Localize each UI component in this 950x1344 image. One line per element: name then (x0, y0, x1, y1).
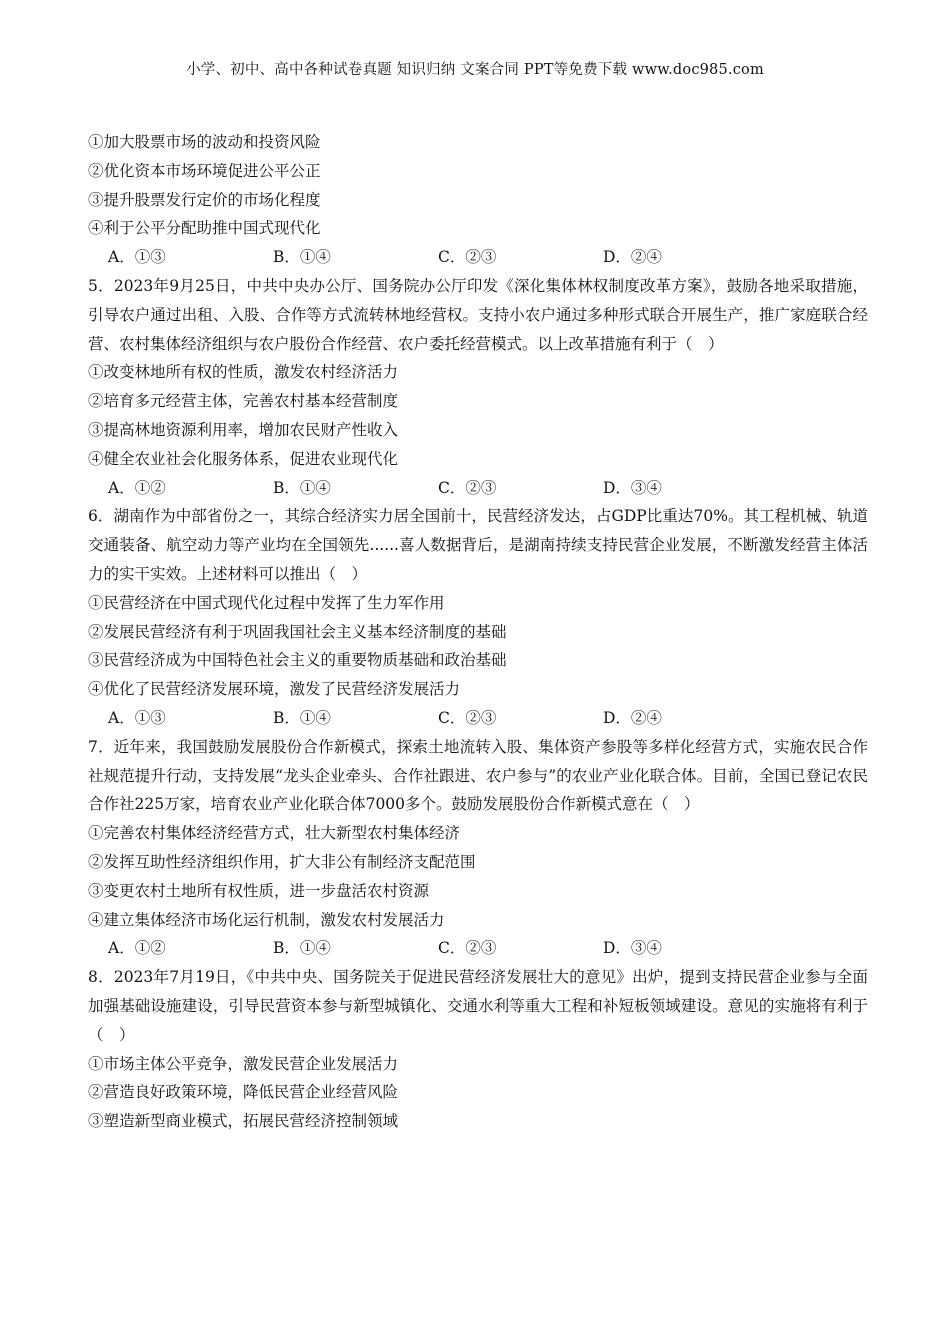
question-8 (88, 963, 868, 1136)
option-4: ④优化了民营经济发展环境，激发了民营经济发展活力 (88, 680, 461, 699)
choice-c[interactable]: C．②③ (438, 939, 497, 958)
choice-a[interactable]: A．①② (108, 939, 166, 958)
option-3: ③变更农村土地所有权性质，进一步盘活农村资源 (88, 881, 430, 900)
choice-d[interactable]: D．②④ (603, 248, 662, 267)
question-6 (88, 502, 868, 732)
question-stem: 5．2023年9月25日，中共中央办公厅、国务院办公厅印发《深化集体林权制度改革方案》，鼓励各地采取措施，引导农户通过出租、入股、合作等方式流转林地经营权。支持小农户通过多种形式联合开展生产，推广家庭联合经营、农村集体经济组织与农户股份合作经营、农户委托经营模式。以上改革措施有利于（ ） (88, 276, 868, 353)
choice-c[interactable]: C．②③ (438, 708, 497, 727)
page-header: 小学、初中、高中各种试卷真题 知识归纳 文案合同 PPT等免费下载 www.doc985.com (186, 62, 764, 78)
option-2: ②营造良好政策环境，降低民营企业经营风险 (88, 1083, 399, 1102)
question-4 (88, 128, 868, 272)
question-stem: 7．近年来，我国鼓励发展股份合作新模式，探索土地流转入股、集体资产参股等多样化经营方式，实施农民合作社规范提升行动，支持发展“龙头企业牵头、合作社跟进、农户参与”的农业产业化联合体。目前，全国已登记农民合作社225万家，培育农业产业化联合体7000多个。鼓励发展股份合作新模式意在（ ） (88, 737, 868, 814)
choice-d[interactable]: D．②④ (603, 708, 662, 727)
choice-c[interactable]: C．②③ (438, 478, 497, 497)
choice-d[interactable]: D．③④ (603, 478, 662, 497)
answer-choices (88, 474, 868, 503)
option-4: ④利于公平分配助推中国式现代化 (88, 219, 321, 238)
choice-b[interactable]: B．①④ (273, 939, 331, 958)
choice-b[interactable]: B．①④ (273, 478, 331, 497)
choice-c[interactable]: C．②③ (438, 248, 497, 267)
choice-b[interactable]: B．①④ (273, 248, 331, 267)
option-2: ②培育多元经营主体，完善农村基本经营制度 (88, 392, 399, 411)
choice-a[interactable]: A．①② (108, 478, 166, 497)
choice-d[interactable]: D．③④ (603, 939, 662, 958)
choice-a[interactable]: A．①③ (108, 708, 166, 727)
option-3: ③塑造新型商业模式，拓展民营经济控制领域 (88, 1112, 399, 1131)
question-stem: 6．湖南作为中部省份之一，其综合经济实力居全国前十，民营经济发达，占GDP比重达70%。其工程机械、轨道交通装备、航空动力等产业均在全国领先......喜人数据背后，是湖南持续支持民营企业发展，不断激发经营主体活力的实干实效。上述材料可以推出（ ） (88, 507, 868, 583)
option-1: ①完善农村集体经济经营方式，壮大新型农村集体经济 (88, 824, 461, 843)
option-3: ③民营经济成为中国特色社会主义的重要物质基础和政治基础 (88, 651, 507, 670)
answer-choices (88, 243, 868, 272)
answer-choices (88, 934, 868, 963)
answer-choices (88, 704, 868, 733)
option-2: ②发展民营经济有利于巩固我国社会主义基本经济制度的基础 (88, 622, 507, 641)
option-4: ④健全农业社会化服务体系，促进农业现代化 (88, 449, 399, 468)
choice-b[interactable]: B．①④ (273, 708, 331, 727)
option-1: ①民营经济在中国式现代化过程中发挥了生力军作用 (88, 593, 445, 612)
choice-a[interactable]: A．①③ (108, 248, 166, 267)
option-1: ①改变林地所有权的性质，激发农村经济活力 (88, 363, 399, 382)
option-3: ③提升股票发行定价的市场化程度 (88, 190, 321, 209)
option-3: ③提高林地资源利用率，增加农民财产性收入 (88, 420, 399, 439)
question-stem: 8．2023年7月19日，《中共中央、国务院关于促进民营经济发展壮大的意见》出炉，提到支持民营企业参与全面加强基础设施建设，引导民营资本参与新型城镇化、交通水利等重大工程和补短板领域建设。意见的实施将有利于（ ） (88, 968, 868, 1044)
option-4: ④建立集体经济市场化运行机制，激发农村发展活力 (88, 910, 445, 929)
option-1: ①加大股票市场的波动和投资风险 (88, 133, 321, 151)
option-2: ②发挥互助性经济组织作用，扩大非公有制经济支配范围 (88, 852, 476, 871)
question-5 (88, 272, 868, 502)
option-2: ②优化资本市场环境促进公平公正 (88, 161, 321, 180)
exam-content (88, 128, 868, 1136)
option-1: ①市场主体公平竞争，激发民营企业发展活力 (88, 1054, 399, 1073)
question-7 (88, 733, 868, 963)
